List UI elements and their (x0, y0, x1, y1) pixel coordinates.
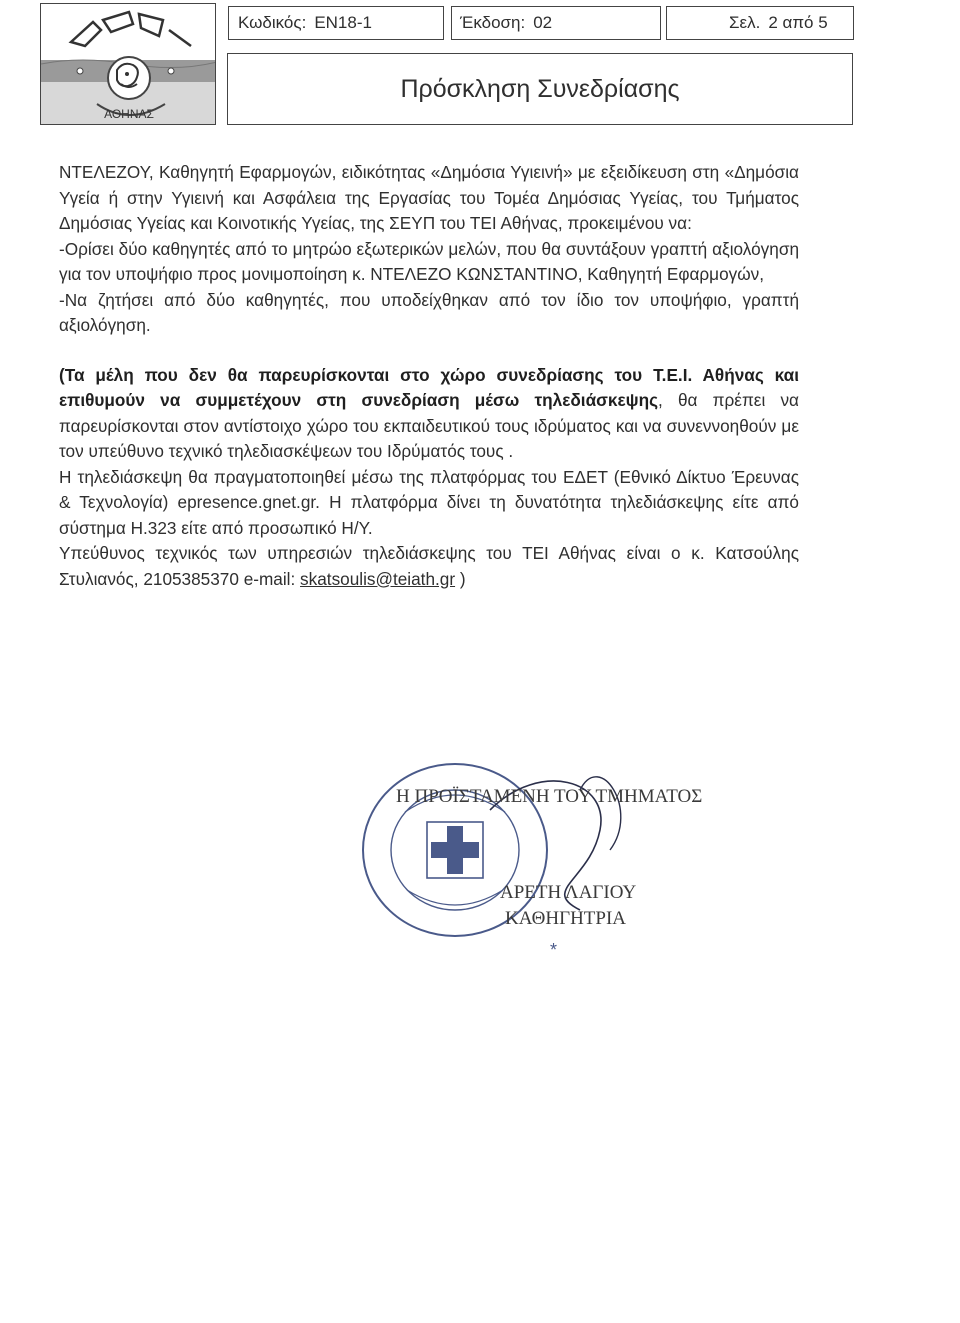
document-body (59, 160, 799, 592)
item-appoint-professors: -Ορίσει δύο καθηγητές από το μητρώο εξωτερικών μελών, που θα συντάξουν γραπτή αξιολόγηση για τον υποψήφιο προς μονιμοποίηση κ. ΝΤΕΛΕΖΟ ΚΩΝΣΤΑΝΤΙΝΟ, Καθηγητή Εφαρμογών, (59, 238, 799, 284)
signatory-name: ΑΡΕΤΗ ΛΑΓΙΟΥ (500, 882, 637, 903)
edition-value: 02 (533, 13, 553, 32)
technical-contact-paragraph (59, 541, 799, 592)
contact-text: Υπεύθυνος τεχνικός των υπηρεσιών τηλεδιάσκεψης του ΤΕΙ Αθήνας είναι ο κ. Κατσούλης Στυλιανός, 2105385370 e-mail: (59, 543, 799, 589)
platform-paragraph: Η τηλεδιάσκεψη θα πραγματοποιηθεί μέσω της πλατφόρμας του ΕΔΕΤ (Εθνικό Δίκτυο Έρευνας & Τεχνολογία) epresence.gnet.gr. Η πλατφόρμα δίνει τη δυνατότητα τηλεδιάσκεψης είτε από σύστημα Η.323 είτε από προσωπικό Η/Υ. (59, 466, 799, 538)
edition-label: Έκδοση: (460, 13, 526, 32)
page-number (666, 6, 854, 40)
code-value: ΕΝ18-1 (314, 13, 372, 32)
tei-logo-emblem-icon (41, 4, 216, 125)
document-code (228, 6, 444, 40)
document-title: Πρόσκληση Συνεδρίασης (227, 53, 853, 125)
contact-email-link[interactable]: skatsoulis@teiath.gr (300, 568, 456, 589)
teleconference-notice (59, 363, 799, 465)
page-label: Σελ. (729, 13, 761, 32)
signatory-role: ΚΑΘΗΓΗΤΡΙΑ (505, 908, 627, 929)
notice-text: , θα πρέπει να παρευρίσκονται στον αντίστοιχο χώρο του εκπαιδευτικού τους ιδρύματος και να συνεννοηθούν με τον υπεύθυνο τεχνικό τηλεδιασκέψεων του Ιδρύματός τους . (59, 390, 799, 461)
document-edition (451, 6, 661, 40)
item-request-evaluation: -Να ζητήσει από δύο καθηγητές, που υποδείχθηκαν από τον ίδιο τον υποψήφιο, γραπτή αξιολόγηση. (59, 289, 799, 335)
notice-close: ) (455, 568, 466, 589)
signature-title: Η ΠΡΟΪΣΤΑΜΕΝΗ ΤΟΥ ΤΜΗΜΑΤΟΣ (396, 786, 703, 807)
official-stamp-icon (340, 740, 810, 970)
intro-paragraph: ΝΤΕΛΕΖΟΥ, Καθηγητή Εφαρμογών, ειδικότητας «Δημόσια Υγιεινή» με εξειδίκευση στη «Δημόσια Υγεία ή στην Υγιεινή και Ασφάλεια της Εργασίας του Τομέα Δημόσιας Υγείας, του Τμήματος Δημόσιας Υγείας και Κοινοτικής Υγείας, της ΣΕΥΠ του ΤΕΙ Αθήνας, προκειμένου να: (59, 162, 799, 233)
logo-city-text: ΑΘΗΝΑΣ (104, 107, 154, 121)
notice-bold-text: (Τα μέλη που δεν θα παρευρίσκονται στο χώρο συνεδρίασης του Τ.Ε.Ι. Αθήνας και επιθυμούν να συμμετέχουν στη συνεδρίαση μέσω τηλεδιάσκεψης (59, 364, 799, 410)
code-label: Κωδικός: (238, 13, 307, 32)
page-value: 2 από 5 (768, 13, 828, 32)
tei-athens-logo (40, 3, 216, 125)
svg-text:*: * (550, 940, 558, 960)
